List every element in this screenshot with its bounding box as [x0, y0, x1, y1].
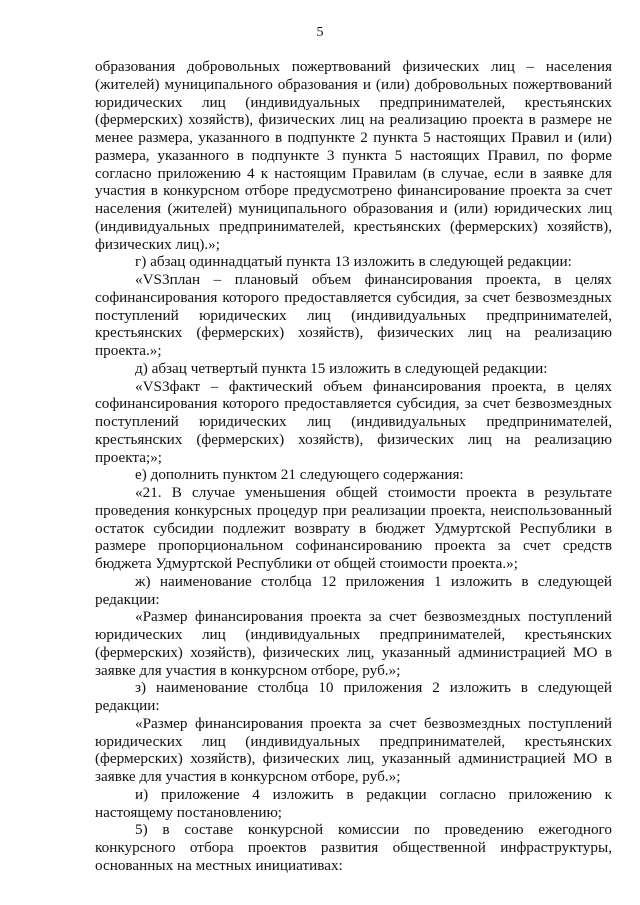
paragraph-quote-vs3plan: «VS3план – плановый объем финансирования проекта, в целях софинансирования которого предоставляется субсидия, за счет безвозмездных поступлений юридических лиц (индивидуальных предпринимателей, крестьянских (фермерских) хозяйств), физических лиц на реализацию проекта.»;	[95, 271, 612, 359]
paragraph-quote-column-10: «Размер финансирования проекта за счет безвозмездных поступлений юридических лиц (индивидуальных предпринимателей, крестьянских (фермерских) хозяйств), физических лиц, указанный администрацией МО в заявке для участия в конкурсном отборе, руб.»;	[95, 714, 612, 785]
paragraph-item-5: 5) в составе конкурсной комиссии по проведению ежегодного конкурсного отбора проектов развития общественной инфраструктуры, основанных на местных инициативах:	[95, 821, 612, 874]
paragraph-item-z: з) наименование столбца 10 приложения 2 изложить в следующей редакции:	[95, 679, 612, 714]
paragraph-quote-point-21: «21. В случае уменьшения общей стоимости проекта в результате проведения конкурсных процедур при реализации проекта, неиспользованный остаток субсидии подлежит возврату в бюджет Удмуртской Республики в размере пропорциональном софинансированию проекта за счет средств бюджета Удмуртской Республики от общей стоимости проекта.»;	[95, 484, 612, 572]
paragraph-item-e: е) дополнить пунктом 21 следующего содержания:	[135, 466, 464, 484]
document-body	[95, 58, 612, 875]
paragraph-continuation: образования добровольных пожертвований физических лиц – населения (жителей) муниципального образования и (или) добровольных пожертвований юридических лиц (индивидуальных предпринимателей, крестьянских (фермерских) хозяйств), физических лиц на реализацию проекта в размере не менее размера, указанного в подпункте 2 пункта 5 настоящих Правил и (или) размера, указанного в подпункте 3 пункта 5 настоящих Правил, по форме согласно приложению 4 к настоящим Правилам (в случае, если в заявке для участия в конкурсном отборе предусмотрено финансирование проекта за счет населения (жителей) муниципального образования и (или) юридических лиц (индивидуальных предпринимателей, крестьянских (фермерских) хозяйств), физических лиц).»;	[95, 58, 612, 253]
paragraph-quote-column-12: «Размер финансирования проекта за счет безвозмездных поступлений юридических лиц (индивидуальных предпринимателей, крестьянских (фермерских) хозяйств), физических лиц, указанный администрацией МО в заявке для участия в конкурсном отборе, руб.»;	[95, 608, 612, 679]
page-number: 5	[316, 25, 324, 40]
paragraph-item-g: г) абзац одиннадцатый пункта 13 изложить в следующей редакции:	[135, 253, 572, 271]
paragraph-item-i: и) приложение 4 изложить в редакции согласно приложению к настоящему постановлению;	[95, 785, 612, 821]
paragraph-item-zh: ж) наименование столбца 12 приложения 1 изложить в следующей редакции:	[95, 572, 612, 608]
paragraph-quote-vs3fakt: «VS3факт – фактический объем финансирования проекта, в целях софинансирования которого предоставляется субсидия, за счет безвозмездных поступлений юридических лиц (индивидуальных предпринимателей, крестьянских (фермерских) хозяйств), физических лиц на реализацию проекта;»;	[95, 377, 612, 466]
paragraph-item-d: д) абзац четвертый пункта 15 изложить в следующей редакции:	[135, 359, 548, 377]
